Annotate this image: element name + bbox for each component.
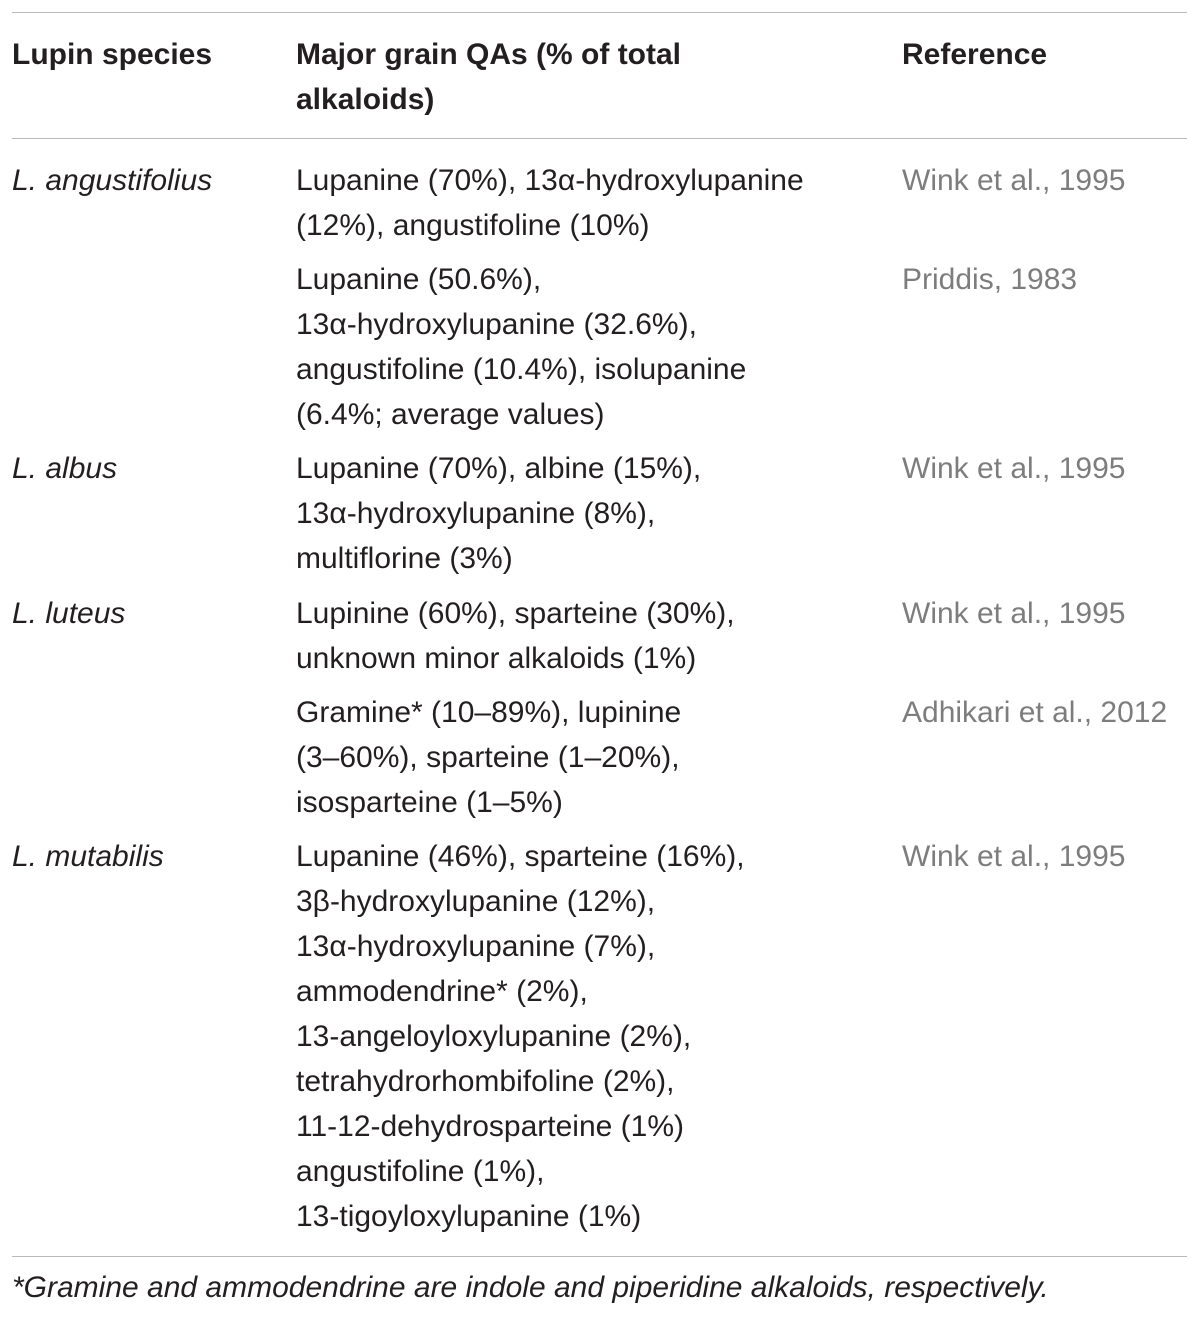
qa-line: multiflorine (3%) — [296, 542, 513, 575]
table-bottom-rule — [12, 1256, 1187, 1257]
qa-line: angustifoline (1%), — [296, 1155, 545, 1188]
qa-line: Lupinine (60%), sparteine (30%), — [296, 597, 735, 630]
qa-line: Lupanine (70%), 13α-hydroxylupanine — [296, 164, 804, 197]
qa-cell — [296, 591, 735, 681]
qa-line: angustifoline (10.4%), isolupanine — [296, 353, 747, 386]
qa-table — [12, 0, 1187, 1319]
qa-cell — [296, 834, 745, 1239]
qa-line: 13α-hydroxylupanine (32.6%), — [296, 308, 697, 341]
reference-cell: Wink et al., 1995 — [902, 840, 1126, 873]
qa-line: Lupanine (50.6%), — [296, 263, 542, 296]
qa-line: 3β-hydroxylupanine (12%), — [296, 885, 656, 918]
qa-line: unknown minor alkaloids (1%) — [296, 642, 697, 675]
reference-cell: Adhikari et al., 2012 — [902, 696, 1168, 729]
qa-line: (12%), angustifoline (10%) — [296, 209, 650, 242]
qa-line: 13-tigoyloxylupanine (1%) — [296, 1200, 642, 1233]
reference-cell: Wink et al., 1995 — [902, 597, 1126, 630]
reference-cell: Priddis, 1983 — [902, 263, 1078, 296]
species-cell: L. albus — [12, 452, 118, 485]
header-major-qas-line2: alkaloids) — [296, 83, 435, 116]
header-species: Lupin species — [12, 38, 213, 71]
qa-line: Gramine* (10–89%), lupinine — [296, 696, 682, 729]
header-reference: Reference — [902, 38, 1048, 71]
qa-line: ammodendrine* (2%), — [296, 975, 588, 1008]
table-top-rule — [12, 12, 1187, 13]
qa-cell — [296, 257, 746, 437]
qa-line: isosparteine (1–5%) — [296, 786, 563, 819]
qa-line: (3–60%), sparteine (1–20%), — [296, 741, 680, 774]
qa-line: Lupanine (70%), albine (15%), — [296, 452, 702, 485]
qa-line: 11-12-dehydrosparteine (1%) — [296, 1110, 684, 1143]
qa-line: 13α-hydroxylupanine (7%), — [296, 930, 656, 963]
qa-line: 13α-hydroxylupanine (8%), — [296, 497, 656, 530]
qa-cell — [296, 446, 701, 581]
species-cell: L. angustifolius — [12, 164, 213, 197]
reference-cell: Wink et al., 1995 — [902, 452, 1126, 485]
table-header-rule — [12, 138, 1187, 139]
qa-line: (6.4%; average values) — [296, 398, 605, 431]
qa-line: tetrahydrorhombifoline (2%), — [296, 1065, 675, 1098]
table-footnote: *Gramine and ammodendrine are indole and piperidine alkaloids, respectively. — [12, 1271, 1049, 1304]
qa-cell — [296, 690, 681, 825]
qa-cell — [296, 158, 804, 248]
qa-line: Lupanine (46%), sparteine (16%), — [296, 840, 745, 873]
species-cell: L. mutabilis — [12, 840, 164, 873]
qa-line: 13-angeloyloxylupanine (2%), — [296, 1020, 692, 1053]
species-cell: L. luteus — [12, 597, 126, 630]
reference-cell: Wink et al., 1995 — [902, 164, 1126, 197]
header-major-qas — [296, 32, 776, 122]
header-major-qas-line1: Major grain QAs (% of total — [296, 38, 682, 71]
